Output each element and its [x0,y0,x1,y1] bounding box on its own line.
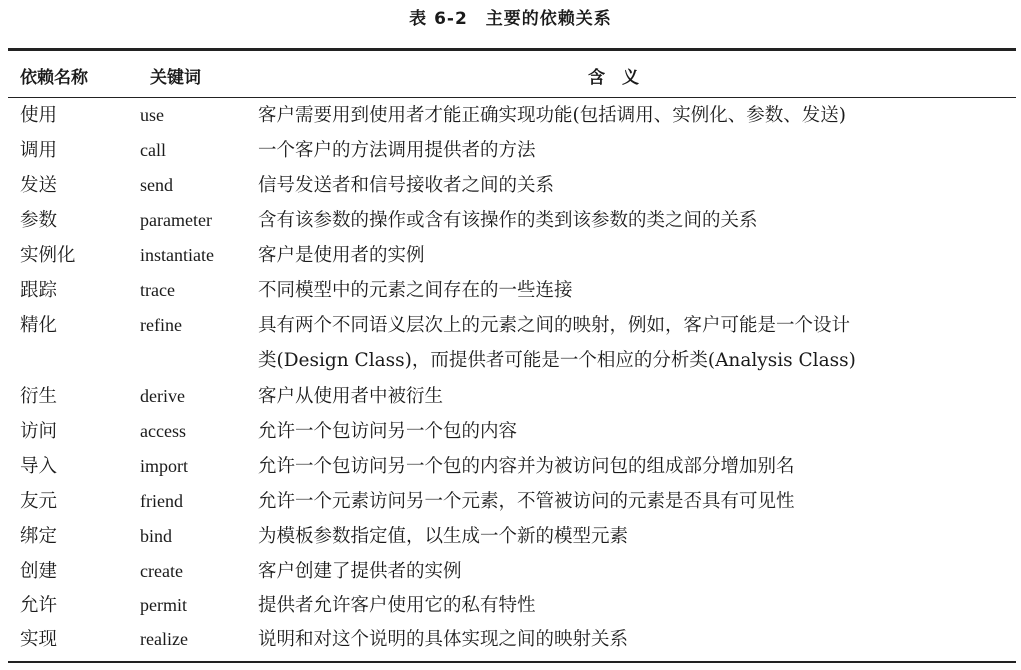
top-rule [8,48,1016,51]
bottom-rule [8,661,1016,663]
meaning: 允许一个包访问另一个包的内容并为被访问包的组成部分增加别名 [258,456,795,477]
meaning: 一个客户的方法调用提供者的方法 [258,140,536,161]
keyword: send [140,175,173,195]
table-row [0,343,1021,378]
dependency-name: 跟踪 [20,280,58,301]
keyword: bind [140,526,173,546]
keyword: derive [140,386,185,406]
table-row [0,588,1021,623]
meaning: 不同模型中的元素之间存在的一些连接 [258,280,573,301]
dependency-name: 导入 [20,456,58,477]
dependency-name: 衍生 [20,386,58,407]
dependency-name: 创建 [20,561,58,582]
table-row [0,98,1021,133]
meaning: 允许一个包访问另一个包的内容 [258,421,518,442]
meaning: 为模板参数指定值，以生成一个新的模型元素 [258,526,629,547]
dependency-name: 调用 [20,140,58,161]
header-keyword: 关键词 [150,68,201,88]
table-title: 表 6-2 主要的依赖关系 [409,9,612,29]
table-row [0,168,1021,203]
dependency-name: 发送 [20,175,58,196]
meaning: 提供者允许客户使用它的私有特性 [258,595,536,616]
table-row [0,414,1021,449]
keyword: refine [140,315,182,335]
dependency-name: 访问 [20,421,58,442]
meaning: 客户创建了提供者的实例 [258,561,462,582]
keyword: trace [140,280,175,300]
keyword: access [140,421,186,441]
keyword: parameter [140,210,212,230]
table-row [0,273,1021,308]
keyword: realize [140,629,188,649]
header-meaning: 含 义 [588,68,639,88]
dependency-name: 允许 [20,595,58,616]
dependency-name: 实现 [20,629,58,650]
keyword: friend [140,491,183,511]
keyword: permit [140,595,187,615]
table-row [0,449,1021,484]
dependency-name: 绑定 [20,526,58,547]
meaning: 含有该参数的操作或含有该操作的类到该参数的类之间的关系 [258,210,758,231]
meaning: 具有两个不同语义层次上的元素之间的映射，例如，客户可能是一个设计 [258,315,851,336]
meaning: 信号发送者和信号接收者之间的关系 [258,175,555,196]
keyword: create [140,561,183,581]
keyword: instantiate [140,245,214,265]
dependency-name: 精化 [20,315,58,336]
meaning: 客户从使用者中被衍生 [258,386,444,407]
dependency-name: 参数 [20,210,58,231]
header-dependency-name: 依赖名称 [20,68,88,88]
dependency-name: 使用 [20,105,58,126]
table-row [0,484,1021,519]
table-row [0,203,1021,238]
keyword: import [140,456,188,476]
keyword: use [140,105,164,125]
table-row [0,133,1021,168]
keyword: call [140,140,166,160]
dependency-name: 实例化 [20,245,76,266]
table-row [0,554,1021,589]
table-row [0,379,1021,414]
dependency-name: 友元 [20,491,58,512]
table-row [0,622,1021,657]
table-row [0,308,1021,343]
table-row [0,519,1021,554]
meaning: 客户是使用者的实例 [258,245,425,266]
table-row [0,238,1021,273]
meaning: 客户需要用到使用者才能正确实现功能(包括调用、实例化、参数、发送) [258,105,846,126]
meaning: 允许一个元素访问另一个元素，不管被访问的元素是否具有可见性 [258,491,795,512]
meaning: 说明和对这个说明的具体实现之间的映射关系 [258,629,629,650]
meaning: 类(Design Class)，而提供者可能是一个相应的分析类(Analysis Class) [258,350,856,371]
